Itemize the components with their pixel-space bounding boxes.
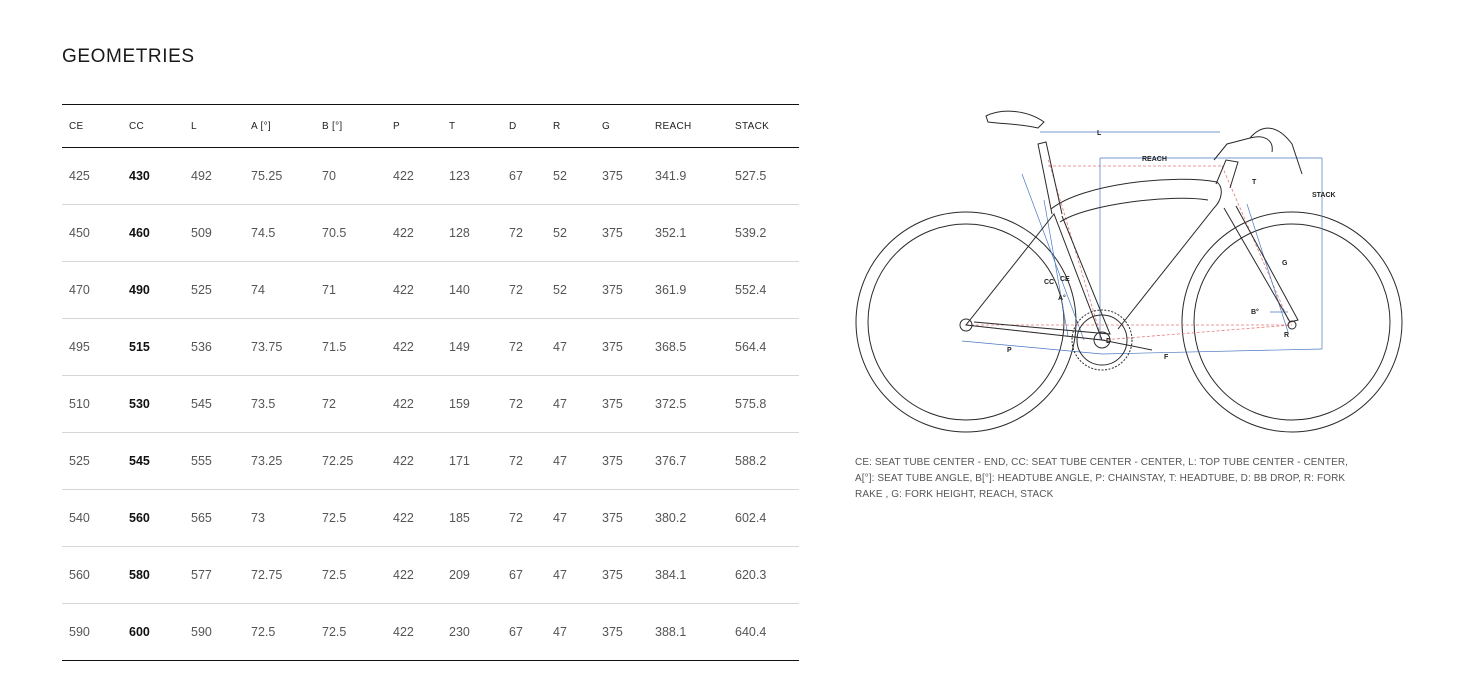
cell-a: 72.75	[251, 568, 283, 582]
table-row	[62, 148, 799, 205]
label-f: F	[1164, 354, 1169, 361]
label-g: G	[1282, 260, 1288, 267]
cell-b: 72.25	[322, 454, 354, 468]
cell-p: 422	[393, 283, 414, 297]
cell-cc: 545	[129, 454, 150, 468]
cell-l: 577	[191, 568, 212, 582]
label-stack: STACK	[1312, 192, 1336, 199]
label-a: A°	[1058, 295, 1066, 302]
col-header-g: G	[602, 120, 611, 132]
cell-reach: 384.1	[655, 568, 687, 582]
cell-a: 73.5	[251, 397, 276, 411]
cell-b: 72.5	[322, 511, 347, 525]
cell-stack: 588.2	[735, 454, 767, 468]
cell-cc: 580	[129, 568, 150, 582]
cell-g: 375	[602, 511, 623, 525]
col-header-ce: CE	[69, 120, 84, 132]
cell-a: 75.25	[251, 169, 283, 183]
cell-b: 72.5	[322, 625, 347, 639]
geometry-table	[62, 104, 799, 661]
cell-stack: 552.4	[735, 283, 767, 297]
cell-reach: 368.5	[655, 340, 687, 354]
cell-r: 47	[553, 625, 567, 639]
label-t: T	[1252, 179, 1257, 186]
cell-d: 72	[509, 397, 523, 411]
cell-ce: 525	[69, 454, 90, 468]
label-b: B°	[1251, 309, 1259, 316]
cell-ce: 590	[69, 625, 90, 639]
geometry-legend: CE: SEAT TUBE CENTER - END, CC: SEAT TUBE CENTER - CENTER, L: TOP TUBE CENTER - CENTER, A[°]: SEAT TUBE ANGLE, B[°]: HEADTUBE ANGLE, P: CHAINSTAY, T: HEADTUBE, D: BB DROP, R: FORK RAKE , G: FORK HEIGHT, REACH, STACK	[855, 457, 1349, 500]
cell-g: 375	[602, 625, 623, 639]
cell-b: 70	[322, 169, 336, 183]
label-l: L	[1097, 130, 1102, 137]
cell-l: 492	[191, 169, 212, 183]
cell-a: 74	[251, 283, 265, 297]
cell-p: 422	[393, 226, 414, 240]
table-row	[62, 262, 799, 319]
cell-a: 72.5	[251, 625, 276, 639]
table-row	[62, 376, 799, 433]
cell-l: 509	[191, 226, 212, 240]
col-header-r: R	[553, 120, 561, 132]
cell-t: 159	[449, 397, 470, 411]
cell-cc: 490	[129, 283, 150, 297]
col-header-d: D	[509, 120, 517, 132]
cell-b: 71	[322, 283, 336, 297]
cell-g: 375	[602, 226, 623, 240]
cell-d: 72	[509, 454, 523, 468]
col-header-t: T	[449, 120, 456, 132]
table-row	[62, 490, 799, 547]
cell-ce: 560	[69, 568, 90, 582]
cell-t: 140	[449, 283, 470, 297]
cell-l: 590	[191, 625, 212, 639]
cell-d: 67	[509, 568, 523, 582]
cell-r: 52	[553, 226, 567, 240]
cell-p: 422	[393, 568, 414, 582]
cell-t: 123	[449, 169, 470, 183]
cell-r: 52	[553, 169, 567, 183]
rear-wheel	[856, 212, 1076, 432]
label-p: P	[1007, 347, 1012, 354]
cell-d: 72	[509, 511, 523, 525]
cell-r: 52	[553, 283, 567, 297]
cell-reach: 361.9	[655, 283, 687, 297]
dimension-lines	[962, 132, 1322, 354]
cell-t: 171	[449, 454, 470, 468]
col-header-p: P	[393, 120, 400, 132]
cell-r: 47	[553, 454, 567, 468]
col-header-l: L	[191, 120, 197, 132]
cell-t: 230	[449, 625, 470, 639]
col-header-b: B [°]	[322, 120, 343, 132]
cell-stack: 640.4	[735, 625, 767, 639]
cell-t: 149	[449, 340, 470, 354]
cell-d: 72	[509, 340, 523, 354]
cell-ce: 425	[69, 169, 90, 183]
col-header-a: A [°]	[251, 120, 271, 132]
cell-d: 72	[509, 226, 523, 240]
cell-l: 536	[191, 340, 212, 354]
cell-ce: 450	[69, 226, 90, 240]
cell-p: 422	[393, 625, 414, 639]
cell-reach: 376.7	[655, 454, 687, 468]
cell-d: 67	[509, 625, 523, 639]
label-d: D	[1106, 338, 1112, 345]
cell-stack: 539.2	[735, 226, 767, 240]
cell-r: 47	[553, 568, 567, 582]
col-header-reach: REACH	[655, 120, 692, 132]
cell-a: 73	[251, 511, 265, 525]
table-row	[62, 205, 799, 262]
col-header-stack: STACK	[735, 120, 770, 132]
cell-cc: 430	[129, 169, 150, 183]
cell-p: 422	[393, 169, 414, 183]
cell-ce: 470	[69, 283, 90, 297]
cell-l: 525	[191, 283, 212, 297]
cell-b: 72	[322, 397, 336, 411]
label-cc: CC	[1044, 279, 1055, 286]
cell-reach: 341.9	[655, 169, 687, 183]
cell-g: 375	[602, 169, 623, 183]
table-row	[62, 319, 799, 376]
cell-cc: 460	[129, 226, 150, 240]
cell-ce: 495	[69, 340, 90, 354]
cell-a: 73.75	[251, 340, 283, 354]
cell-stack: 602.4	[735, 511, 767, 525]
cell-a: 74.5	[251, 226, 276, 240]
cell-g: 375	[602, 397, 623, 411]
cell-a: 73.25	[251, 454, 283, 468]
bike-frame	[966, 111, 1302, 340]
cell-d: 72	[509, 283, 523, 297]
table-header-row	[62, 105, 799, 148]
cell-b: 71.5	[322, 340, 347, 354]
label-ce: CE	[1060, 276, 1070, 283]
cell-g: 375	[602, 340, 623, 354]
cell-g: 375	[602, 568, 623, 582]
cell-r: 47	[553, 511, 567, 525]
cell-d: 67	[509, 169, 523, 183]
cell-t: 185	[449, 511, 470, 525]
cell-stack: 527.5	[735, 169, 767, 183]
cell-g: 375	[602, 283, 623, 297]
label-r: R	[1284, 332, 1290, 339]
label-reach: REACH	[1142, 156, 1167, 163]
cell-cc: 560	[129, 511, 150, 525]
cell-p: 422	[393, 340, 414, 354]
table-row	[62, 433, 799, 490]
cell-t: 209	[449, 568, 470, 582]
cell-t: 128	[449, 226, 470, 240]
cell-r: 47	[553, 340, 567, 354]
cell-r: 47	[553, 397, 567, 411]
cell-reach: 388.1	[655, 625, 687, 639]
cell-b: 72.5	[322, 568, 347, 582]
cell-p: 422	[393, 454, 414, 468]
table-row	[62, 547, 799, 604]
cell-stack: 620.3	[735, 568, 767, 582]
col-header-cc: CC	[129, 120, 145, 132]
cell-cc: 530	[129, 397, 150, 411]
cell-reach: 380.2	[655, 511, 687, 525]
guide-lines	[966, 159, 1292, 340]
cell-stack: 564.4	[735, 340, 767, 354]
cell-p: 422	[393, 397, 414, 411]
cell-reach: 372.5	[655, 397, 687, 411]
cell-ce: 510	[69, 397, 90, 411]
cell-stack: 575.8	[735, 397, 767, 411]
cell-l: 565	[191, 511, 212, 525]
cell-l: 545	[191, 397, 212, 411]
page-title: GEOMETRIES	[62, 45, 195, 67]
bike-geometry-diagram	[852, 104, 1407, 444]
cell-cc: 600	[129, 625, 150, 639]
cell-l: 555	[191, 454, 212, 468]
table-row	[62, 604, 799, 661]
cell-reach: 352.1	[655, 226, 687, 240]
cell-p: 422	[393, 511, 414, 525]
cell-g: 375	[602, 454, 623, 468]
cell-b: 70.5	[322, 226, 347, 240]
cell-cc: 515	[129, 340, 150, 354]
cell-ce: 540	[69, 511, 90, 525]
